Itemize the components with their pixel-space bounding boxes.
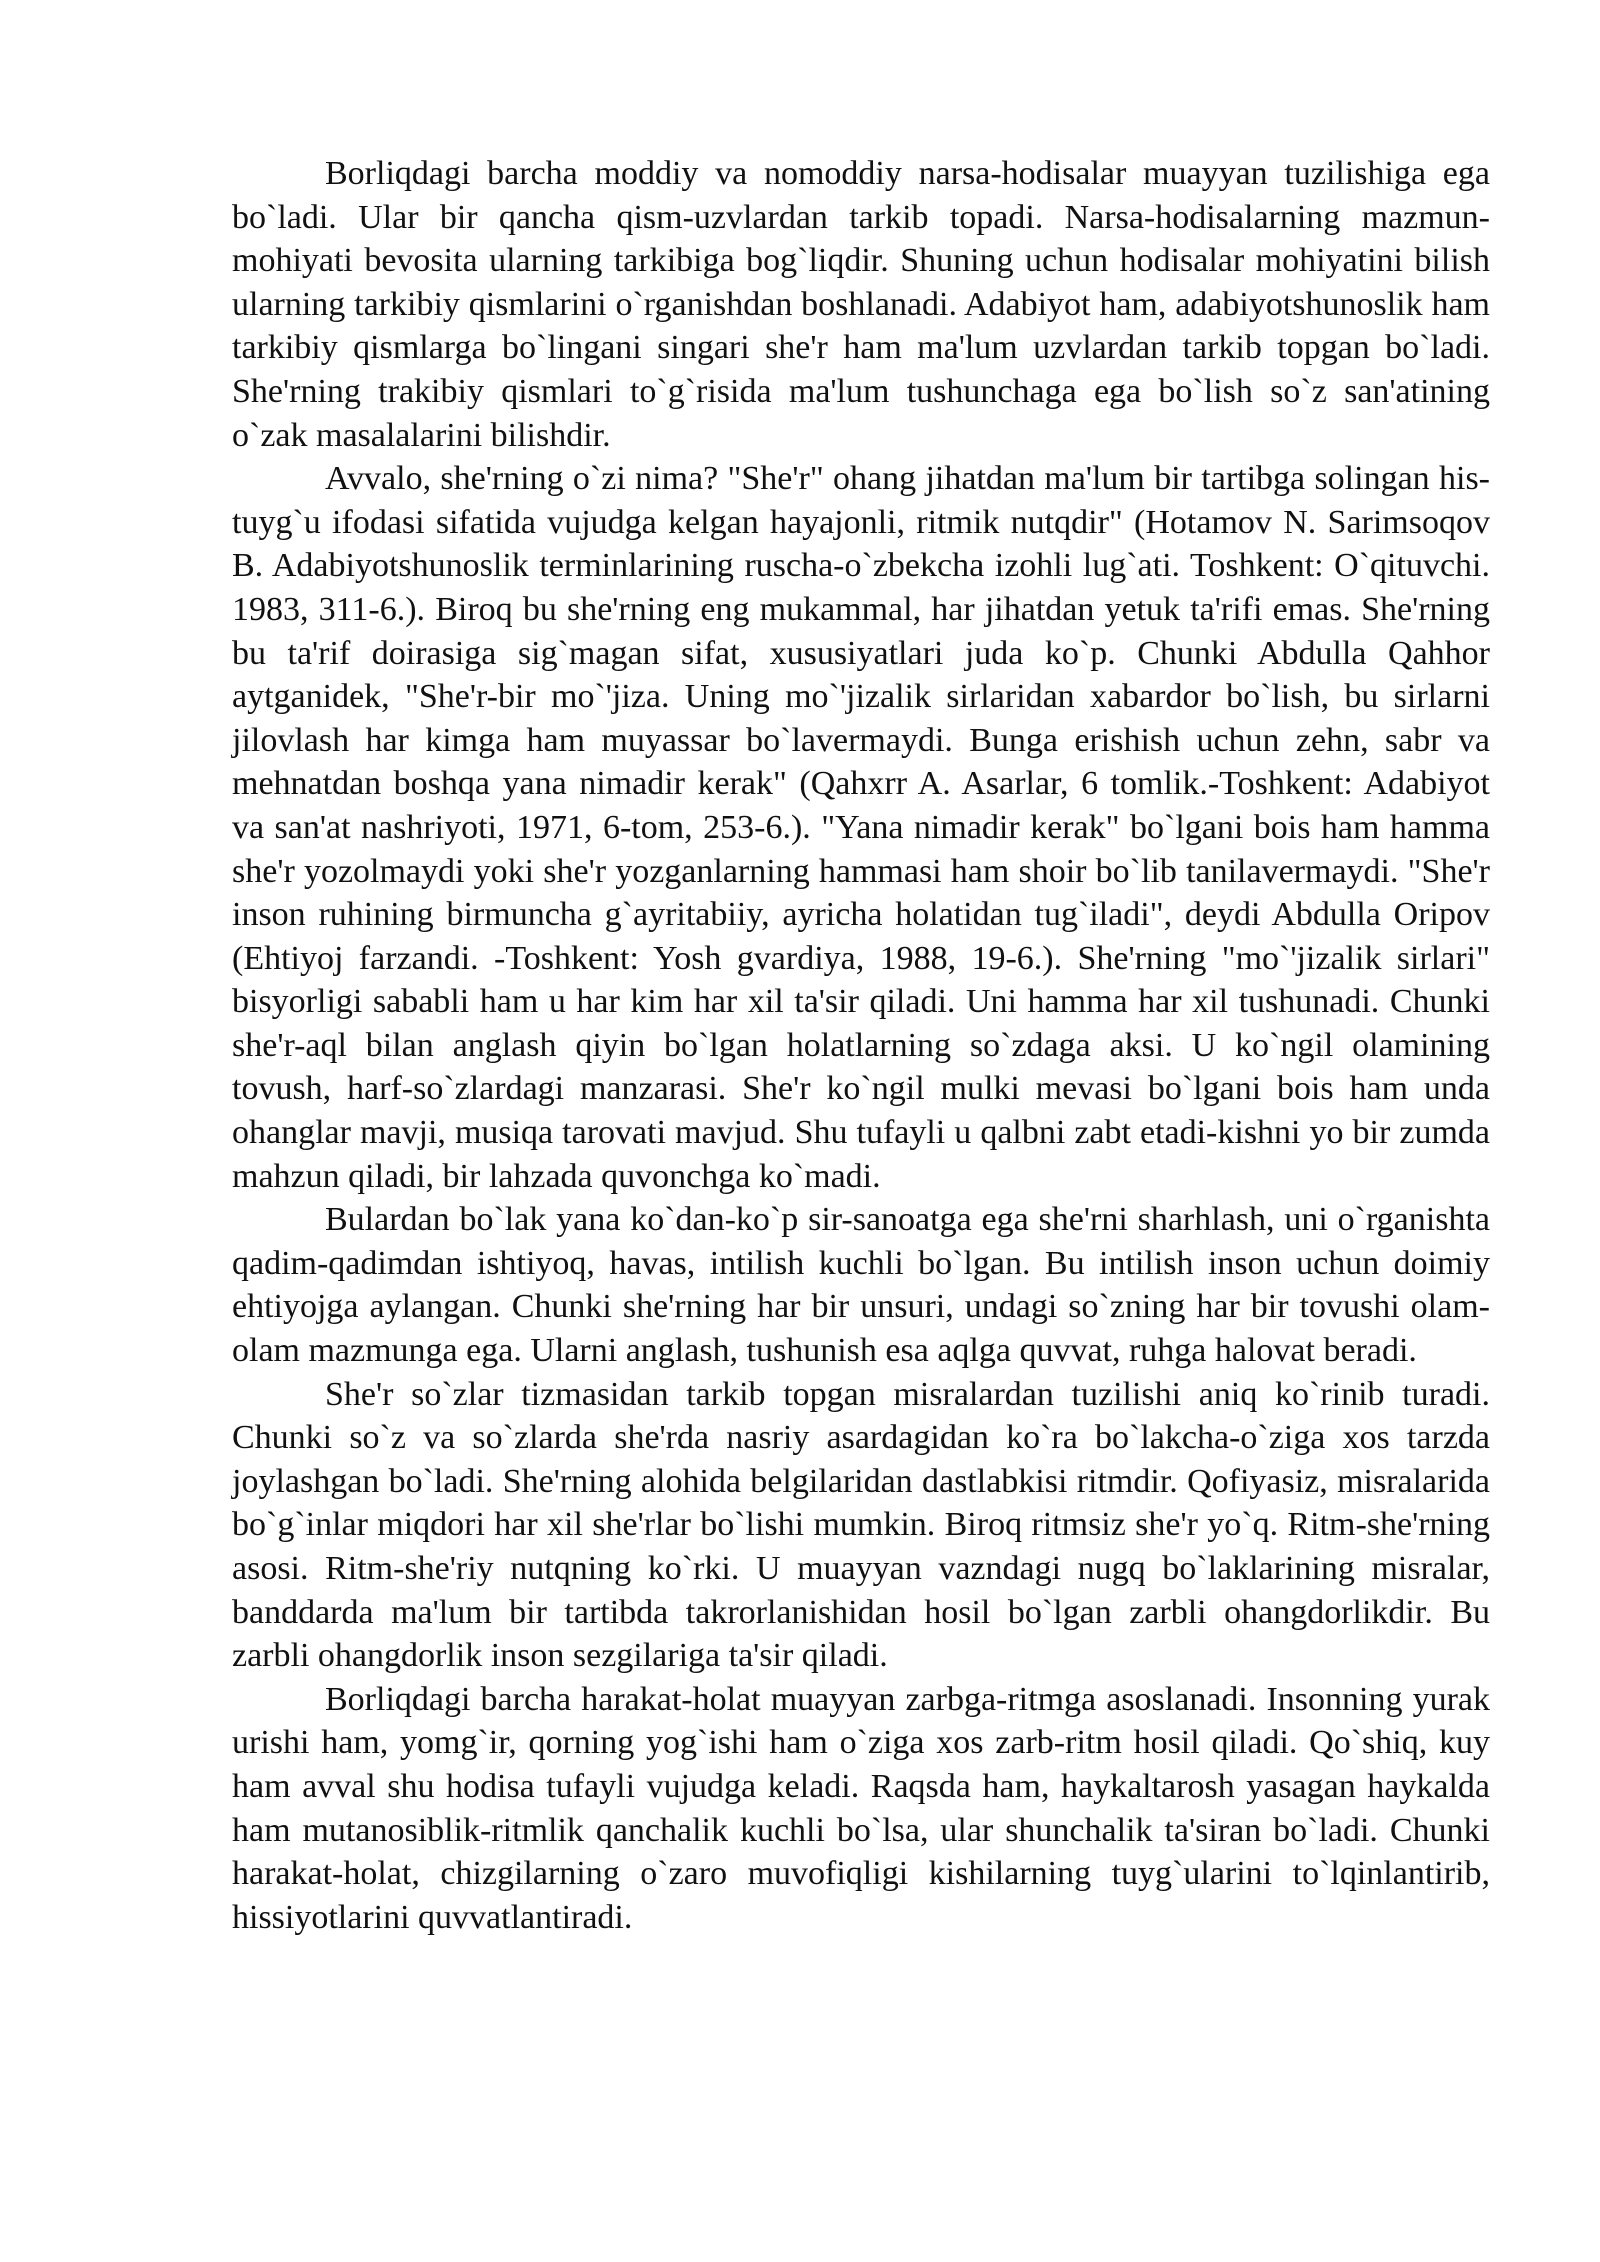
paragraph-1: Borliqdagi barcha moddiy va nomoddiy narsa-hodisalar muayyan tuzilishiga ega bo`ladi. Ular bir qancha qism-uzvlardan tarkib topadi. Narsa-hodisalarning mazmun-mohiyati bevosita ularning tarkibiga bog`liqdir. Shuning uchun hodisalar mohiyatini bilish ularning tarkibiy qismlarini o`rganishdan boshlanadi. Adabiyot ham, adabiyotshunoslik ham tarkibiy qismlarga bo`lingani singari she'r ham ma'lum uzvlardan tarkib topgan bo`ladi. She'rning trakibiy qismlari to`g`risida ma'lum tushunchaga ega bo`lish so`z san'atining o`zak masalalarini bilishdir. [232, 155, 1490, 454]
document-page [232, 152, 1490, 1939]
paragraph-2: Avvalo, she'rning o`zi nima? "She'r" ohang jihatdan ma'lum bir tartibga solingan his-tuyg`u ifodasi sifatida vujudga kelgan hayajonli, ritmik nutqdir" (Hotamov N. Sarimsoqov B. Adabiyotshunoslik terminlarining ruscha-o`zbekcha izohli lug`ati. Toshkent: O`qituvchi. 1983, 311-6.). Biroq bu she'rning eng mukammal, har jihatdan yetuk ta'rifi emas. She'rning bu ta'rif doirasiga sig`magan sifat, xususiyatlari juda ko`p. Chunki Abdulla Qahhor aytganidek, "She'r-bir mo`'jiza. Uning mo`'jizalik sirlaridan xabardor bo`lish, bu sirlarni jilovlash har kimga ham muyassar bo`lavermaydi. Bunga erishish uchun zehn, sabr va mehnatdan boshqa yana nimadir kerak" (Qahxrr A. Asarlar, 6 tomlik.-Toshkent: Adabiyot va san'at nashriyoti, 1971, 6-tom, 253-6.). "Yana nimadir kerak" bo`lgani bois ham hamma she'r yozolmaydi yoki she'r yozganlarning hammasi ham shoir bo`lib tanilavermaydi. "She'r inson ruhining birmuncha g`ayritabiiy, ayricha holatidan tug`iladi", deydi Abdulla Oripov (Ehtiyoj farzandi. -Toshkent: Yosh gvardiya, 1988, 19-6.). She'rning "mo`'jizalik sirlari" bisyorligi sababli ham u har kim har xil ta'sir qiladi. Uni hamma har xil tushunadi. Chunki she'r-aql bilan anglash qiyin bo`lgan holatlarning so`zdaga aksi. U ko`ngil olamining tovush, harf-so`zlardagi manzarasi. She'r ko`ngil mulki mevasi bo`lgani bois ham unda ohanglar mavji, musiqa tarovati mavjud. Shu tufayli u qalbni zabt etadi-kishni yo bir zumda mahzun qiladi, bir lahzada quvonchga ko`madi. [232, 460, 1490, 1195]
paragraph-5: Borliqdagi barcha harakat-holat muayyan zarbga-ritmga asoslanadi. Insonning yurak urishi ham, yomg`ir, qorning yog`ishi ham o`ziga xos zarb-ritm hosil qiladi. Qo`shiq, kuy ham avval shu hodisa tufayli vujudga keladi. Raqsda ham, haykaltarosh yasagan haykalda ham mutanosiblik-ritmlik qanchalik kuchli bo`lsa, ular shunchalik ta'siran bo`ladi. Chunki harakat-holat, chizgilarning o`zaro muvofiqligi kishilarning tuyg`ularini to`lqinlantirib, hissiyotlarini quvvatlantiradi. [232, 1680, 1490, 1936]
paragraph-4: She'r so`zlar tizmasidan tarkib topgan misralardan tuzilishi aniq ko`rinib turadi. Chunki so`z va so`zlarda she'rda nasriy asardagidan ko`ra bo`lakcha-o`ziga xos tarzda joylashgan bo`ladi. She'rning alohida belgilaridan dastlabkisi ritmdir. Qofiyasiz, misralarida bo`g`inlar miqdori har xil she'rlar bo`lishi mumkin. Biroq ritmsiz she'r yo`q. Ritm-she'rning asosi. Ritm-she'riy nutqning ko`rki. U muayyan vazndagi nugq bo`laklarining misralar, banddarda ma'lum bir tartibda takrorlanishidan hosil bo`lgan zarbli ohangdorlikdir. Bu zarbli ohangdorlik inson sezgilariga ta'sir qiladi. [232, 1375, 1490, 1675]
paragraph-3: Bulardan bo`lak yana ko`dan-ko`p sir-sanoatga ega she'rni sharhlash, uni o`rganishta qadim-qadimdan ishtiyoq, havas, intilish kuchli bo`lgan. Bu intilish inson uchun doimiy ehtiyojga aylangan. Chunki she'rning har bir unsuri, undagi so`zning har bir tovushi olam-olam mazmunga ega. Ularni anglash, tushunish esa aqlga quvvat, ruhga halovat beradi. [232, 1201, 1490, 1370]
